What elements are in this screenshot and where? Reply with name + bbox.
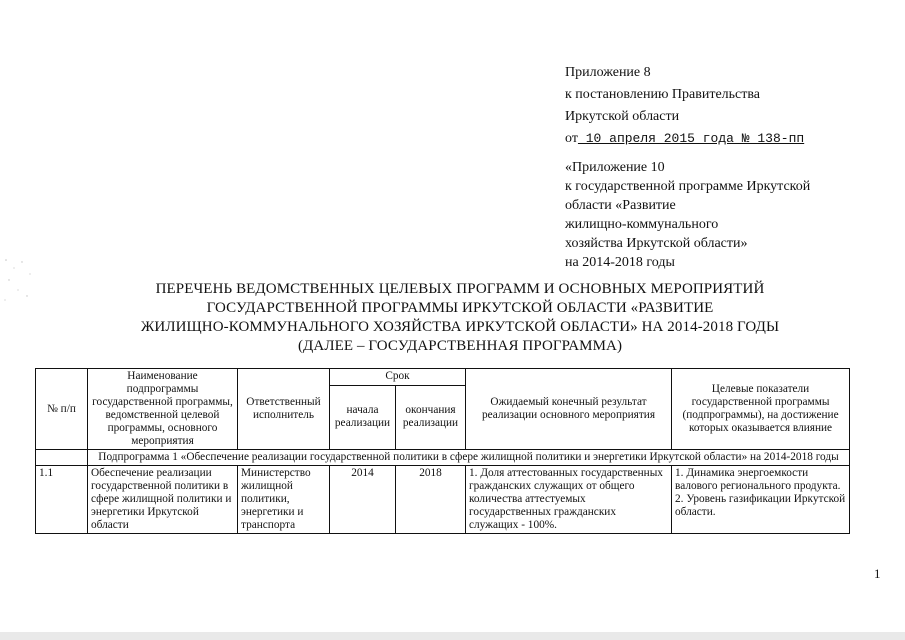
annex-line: к государственной программе Иркутской (565, 179, 811, 194)
title-line: ЖИЛИЩНО-КОММУНАЛЬНОГО ХОЗЯЙСТВА ИРКУТСКОЙ ОБЛАСТИ» НА 2014-2018 ГОДЫ (140, 319, 780, 335)
cell-name: Обеспечение реализации государственной политики в сфере жилищной политики и энергетики Иркутской области (88, 466, 238, 534)
header-term: Срок (330, 369, 466, 386)
page-number: 1 (874, 566, 881, 581)
cell-executor: Министерство жилищной политики, энергетики и транспорта (238, 466, 330, 534)
appendix-date-line (565, 128, 895, 150)
title-line: (ДАЛЕЕ – ГОСУДАРСТВЕННАЯ ПРОГРАММА) (297, 338, 623, 354)
indicator-item: 1. Динамика энергоемкости валового регионального продукта. (675, 467, 841, 492)
appendix-date-number: 10 апреля 2015 года № 138-пп (577, 131, 805, 146)
cell-end: 2018 (396, 466, 466, 534)
header-start: начала реализации (330, 385, 396, 449)
subprogram-title: Подпрограмма 1 «Обеспечение реализации государственной политики в сфере жилищной политики и энергетики Иркутской области» на 2014-2018 годы (88, 450, 850, 466)
appendix-line: Иркутской области (565, 109, 680, 124)
annex-line: жилищно-коммунального (565, 217, 719, 232)
annex-line: хозяйства Иркутской области» (565, 236, 748, 251)
header-executor: Ответственный исполнитель (238, 369, 330, 450)
annex-line: «Приложение 10 (565, 160, 665, 175)
appendix-line: к постановлению Правительства (565, 87, 761, 102)
title-line: ГОСУДАРСТВЕННОЙ ПРОГРАММЫ ИРКУТСКОЙ ОБЛАСТИ «РАЗВИТИЕ (206, 300, 714, 316)
appendix-from: от (565, 131, 578, 146)
table-row (36, 466, 850, 534)
subprogram-empty-cell (36, 450, 88, 466)
header-indicators: Целевые показатели государственной программы (подпрограммы), на достижение которых оказывается влияние (672, 369, 850, 450)
scan-bottom-edge (0, 632, 905, 640)
cell-start: 2014 (330, 466, 396, 534)
subprogram-row (36, 450, 850, 466)
annex-line: на 2014-2018 годы (565, 255, 675, 270)
scan-artifact (0, 250, 40, 310)
programs-table (35, 368, 850, 534)
annex-header (565, 158, 895, 272)
appendix-line: Приложение 8 (565, 65, 651, 80)
header-name: Наименование подпрограммы государственной программы, ведомственной целевой программы, основного мероприятия (88, 369, 238, 450)
annex-line: области «Развитие (565, 198, 676, 213)
table-header-row (36, 369, 850, 386)
document-title (90, 280, 830, 356)
cell-indicators (672, 466, 850, 534)
appendix-header (565, 62, 895, 150)
header-result: Ожидаемый конечный результат реализации основного мероприятия (466, 369, 672, 450)
header-num: № п/п (36, 369, 88, 450)
cell-result: 1. Доля аттестованных государственных гражданских служащих от общего количества аттестуемых государственных гражданских служащих - 100%. (466, 466, 672, 534)
title-line: ПЕРЕЧЕНЬ ВЕДОМСТВЕННЫХ ЦЕЛЕВЫХ ПРОГРАММ И ОСНОВНЫХ МЕРОПРИЯТИЙ (155, 281, 765, 297)
indicator-item: 2. Уровень газификации Иркутской области. (675, 493, 846, 518)
cell-num: 1.1 (36, 466, 88, 534)
header-end: окончания реализации (396, 385, 466, 449)
